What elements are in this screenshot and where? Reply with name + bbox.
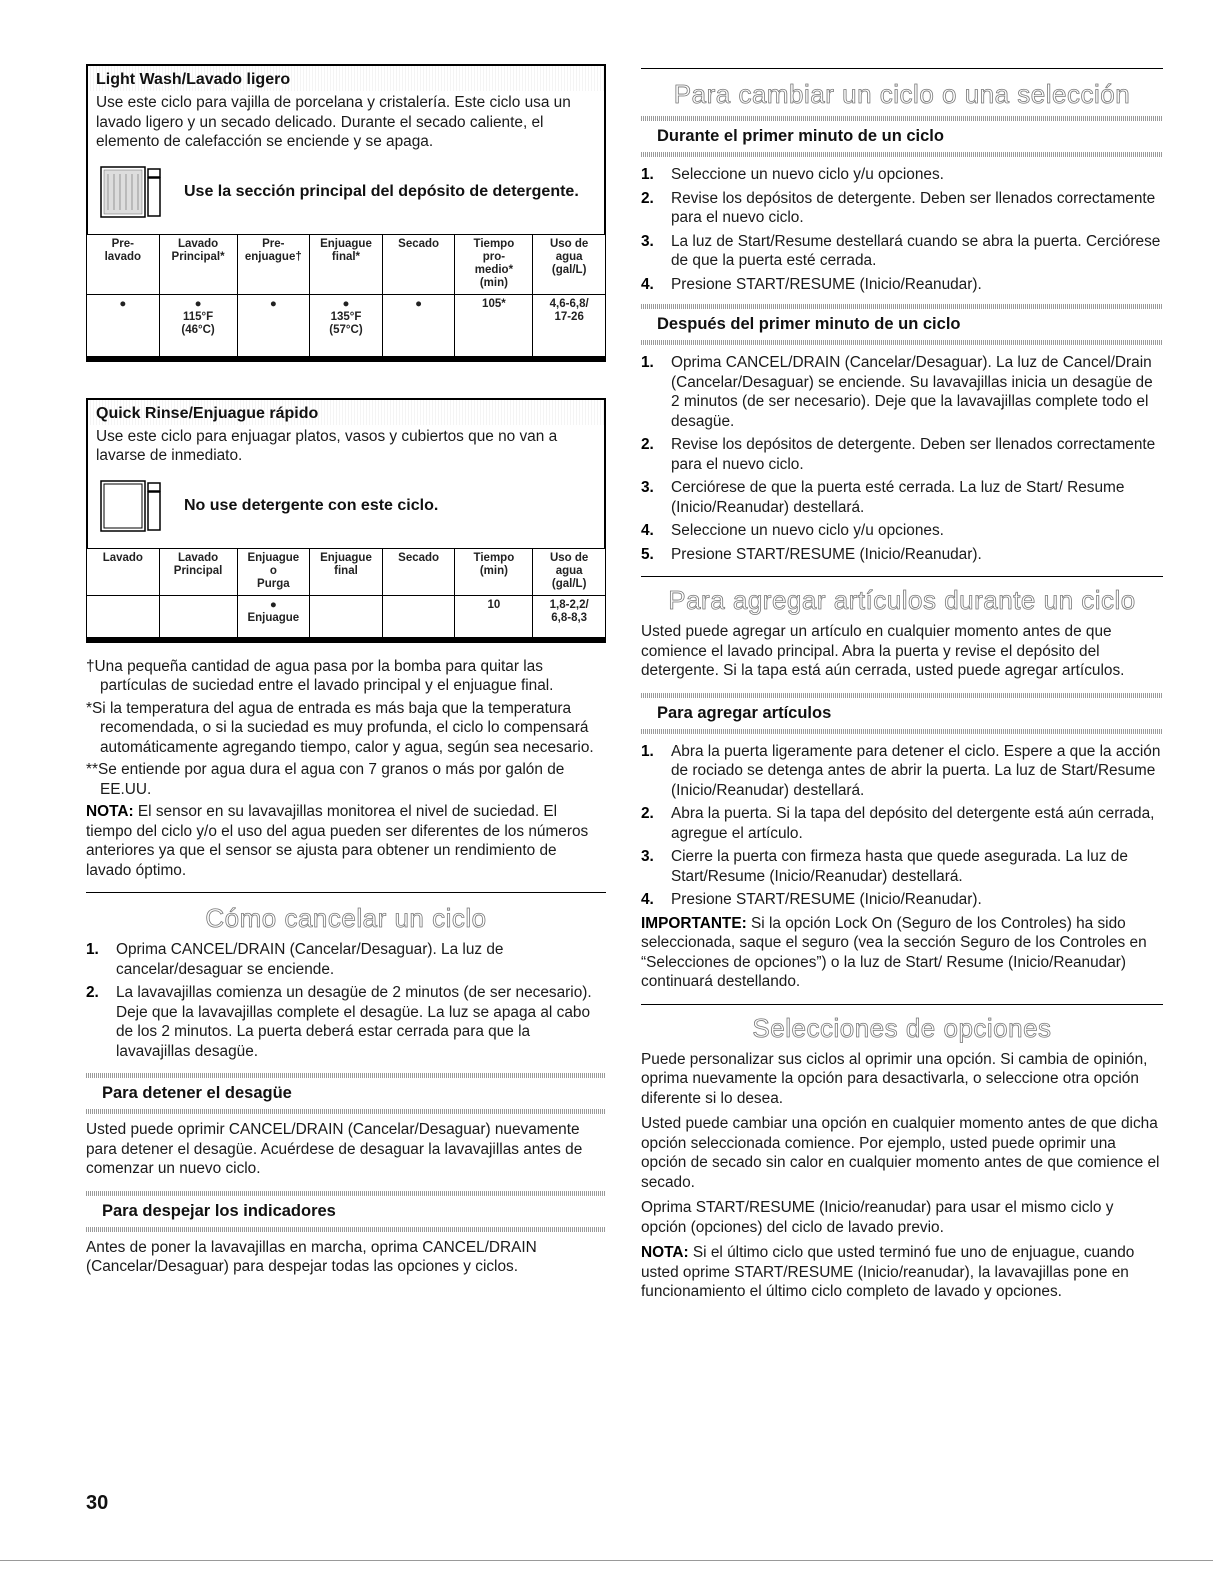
light-wash-box — [86, 64, 606, 362]
options-paragraph-2: Usted puede cambiar una opción en cualquier momento antes de que dicha opción seleccionada comience. Por ejemplo, usted puede oprimir una opción de secado sin calor en cualquier momento antes de que comience el secado. — [641, 1115, 1160, 1191]
left-column — [86, 64, 606, 1277]
light-wash-description: Use este ciclo para vajilla de porcelana y cristalería. Este ciclo usa un lavado ligero y un secado delicado. Durante el secado caliente, el elemento de calefacción se enciende y se apaga. — [96, 94, 571, 150]
quick-rinse-body — [86, 425, 606, 548]
stop-drain-subsection — [86, 1073, 606, 1179]
table-cell: 105* — [455, 294, 533, 356]
table-header-cell: Enjuague o Purga — [237, 548, 310, 595]
add-items-heading: Para agregar artículos durante un ciclo — [668, 585, 1136, 615]
table-cell — [382, 595, 455, 637]
quick-rinse-detergent-note: No use detergente con este ciclo. — [184, 496, 439, 514]
dotted-divider — [86, 1227, 606, 1232]
table-row — [87, 294, 606, 356]
table-cell — [310, 595, 383, 637]
importante-label: IMPORTANTE: — [641, 914, 747, 932]
options-nota-paragraph — [641, 1243, 1163, 1302]
page-number: 30 — [86, 1492, 109, 1514]
stop-drain-text: Usted puede oprimir CANCEL/DRAIN (Cancelar/Desaguar) nuevamente para detener el desagüe. Acuérdese de desaguar la lavavajillas antes de comenzar un nuevo ciclo. — [86, 1121, 583, 1177]
quick-rinse-box — [86, 398, 606, 643]
list-item: 3. Cerciórese de que la puerta esté cerrada. La luz de Start/ Resume (Inicio/Reanudar) destellará. — [641, 479, 1125, 516]
footnote-dagger: †Una pequeña cantidad de agua pasa por la bomba para quitar las partículas de suciedad entre el lavado principal y el enjuague final. — [86, 657, 554, 694]
table-bottom-rule — [86, 638, 606, 643]
nota-text: El sensor en su lavavajillas monitorea el nivel de suciedad. El tiempo del ciclo y/o el uso del agua pueden ser diferentes de los números anteriores ya que el sensor se ajusta para obtener un rendimiento de lavado óptimo. — [86, 803, 589, 879]
light-wash-detergent — [100, 166, 596, 218]
light-wash-detergent-note: Use la sección principal del depósito de detergente. — [184, 182, 579, 200]
nota-label: NOTA: — [86, 803, 134, 820]
clear-indicators-text: Antes de poner la lavavajillas en marcha, oprima CANCEL/DRAIN (Cancelar/Desaguar) para despejar todas las opciones y ciclos. — [86, 1238, 537, 1275]
dotted-divider — [641, 152, 1163, 157]
list-item: 2. Revise los depósitos de detergente. Deben ser llenados correctamente para el nuevo ciclo. — [641, 189, 1156, 226]
add-items-intro: Usted puede agregar un artículo en cualquier momento antes de que comience el lavado principal. Abra la puerta y revise el depósito del detergente. Si la tapa está aún cerrada, usted puede agregar artículos. — [641, 623, 1125, 679]
options-paragraph-1: Puede personalizar sus ciclos al oprimir una opción. Si cambia de opinión, oprima nuevamente la opción para desactivarla, o seleccione otra opción diferente si lo desea. — [641, 1050, 1148, 1107]
table-header-cell: Enjuague final* — [310, 234, 383, 294]
add-items-steps — [641, 742, 1163, 910]
table-row — [87, 595, 606, 637]
detergent-dispenser-empty-icon — [100, 480, 164, 532]
change-cycle-heading: Para cambiar un ciclo o una selección — [673, 79, 1131, 109]
nota-paragraph — [86, 802, 606, 880]
table-cell: 4,6-6,8/ 17-26 — [533, 294, 606, 356]
list-item: 4. Seleccione un nuevo ciclo y/u opciones. — [641, 522, 944, 539]
right-column — [641, 64, 1163, 1302]
table-header-cell: Pre- enjuague† — [237, 234, 310, 294]
table-cell — [159, 595, 237, 637]
list-item: 2. Abra la puerta. Si la tapa del depósito del detergente está aún cerrada, agregue el artículo. — [641, 805, 1155, 842]
after-minute-heading: Después del primer minuto de un ciclo — [657, 315, 961, 333]
dotted-divider — [641, 729, 1163, 734]
table-header-cell: Enjuague final — [310, 548, 383, 595]
bottom-rule — [0, 1560, 1213, 1561]
table-cell: ● — [382, 294, 455, 356]
quick-rinse-description: Use este ciclo para enjuagar platos, vasos y cubiertos que no van a lavarse de inmediato. — [96, 427, 558, 464]
nota-label: NOTA: — [641, 1244, 689, 1261]
table-header-row — [87, 548, 606, 595]
list-item: 4. Presione START/RESUME (Inicio/Reanudar). — [641, 275, 982, 293]
quick-rinse-title: Quick Rinse/Enjuague rápido — [86, 398, 606, 425]
first-minute-steps — [641, 165, 1163, 294]
table-header-cell: Secado — [382, 234, 455, 294]
table-cell — [87, 595, 160, 637]
dotted-divider — [86, 1109, 606, 1114]
list-item: 1. Seleccione un nuevo ciclo y/u opciones. — [641, 166, 944, 183]
table-header-cell: Lavado — [87, 548, 160, 595]
list-item: 1. Abra la puerta ligeramente para detener el ciclo. Espere a que la acción de rociado se detenga antes de abrir la puerta. La luz de Start/Resume (Inicio/Reanudar) destellará. — [641, 742, 1161, 799]
table-cell: ● 135°F (57°C) — [310, 294, 383, 356]
footnotes — [86, 657, 606, 800]
table-bottom-rule — [86, 357, 606, 362]
add-items-sub-heading: Para agregar artículos — [657, 703, 832, 722]
table-header-cell: Pre- lavado — [87, 234, 160, 294]
list-item: 1. Oprima CANCEL/DRAIN (Cancelar/Desaguar). La luz de cancelar/desaguar se enciende. — [86, 941, 504, 978]
footnote-double-asterisk: **Se entiende por agua dura el agua con 7 granos o más por galón de EE.UU. — [86, 761, 565, 798]
light-wash-title: Light Wash/Lavado ligero — [86, 64, 606, 91]
table-cell: ● 115°F (46°C) — [159, 294, 237, 356]
importante-text: Si la opción Lock On (Seguro de los Controles) ha sido seleccionada, saque el seguro (vea la sección Seguro de los Controles en “Selecciones de opciones”) o la luz de Start/ Resume (Inicio/Reanudar) continuará destellando. — [641, 914, 1147, 990]
table-header-cell: Lavado Principal* — [159, 234, 237, 294]
detergent-dispenser-full-icon — [100, 166, 164, 218]
importante-paragraph — [641, 914, 1163, 992]
quick-rinse-detergent — [100, 480, 596, 532]
stop-drain-heading: Para detener el desagüe — [102, 1084, 292, 1102]
list-item: 3. Cierre la puerta con firmeza hasta que quede asegurada. La luz de Start/Resume (Inicio/Reanudar) destellará. — [641, 848, 1128, 885]
option-selections-heading: Selecciones de opciones — [752, 1012, 1052, 1043]
table-header-cell: Lavado Principal — [159, 548, 237, 595]
light-wash-table — [86, 234, 606, 357]
list-item: 3. La luz de Start/Resume destellará cuando se abra la puerta. Cerciórese de que la puerta esté cerrada. — [641, 232, 1161, 269]
table-cell: ● Enjuague — [237, 595, 310, 637]
clear-indicators-heading: Para despejar los indicadores — [102, 1201, 336, 1220]
list-item: 2. La lavavajillas comienza un desagüe de 2 minutos (de ser necesario). Deje que la lavavajillas complete el desagüe. La luz se apaga al cabo de los 2 minutos. La puerta deberá estar cerrada para que la lavavajillas desagüe. — [86, 984, 592, 1060]
list-item: 5. Presione START/RESUME (Inicio/Reanudar). — [641, 545, 982, 563]
table-header-row — [87, 234, 606, 294]
table-cell: 10 — [455, 595, 533, 637]
quick-rinse-table — [86, 548, 606, 638]
dotted-divider — [641, 340, 1163, 345]
first-minute-heading: Durante el primer minuto de un ciclo — [657, 127, 944, 145]
table-header-cell: Tiempo (min) — [455, 548, 533, 595]
table-header-cell: Uso de agua (gal/L) — [533, 234, 606, 294]
light-wash-body — [86, 91, 606, 234]
list-item: 1. Oprima CANCEL/DRAIN (Cancelar/Desaguar). La luz de Cancel/Drain (Cancelar/Desaguar) se enciende. Su lavavajillas inicia un desagüe de 2 minutos (de ser necesario). Deje que la lavavajillas complete todo el desagüe. — [641, 354, 1153, 430]
list-item: 4. Presione START/RESUME (Inicio/Reanudar). — [641, 891, 982, 908]
list-item: 2. Revise los depósitos de detergente. Deben ser llenados correctamente para el nuevo ciclo. — [641, 436, 1156, 473]
options-paragraph-3: Oprima START/RESUME (Inicio/reanudar) para usar el mismo ciclo y opción (opciones) del ciclo de lavado previo. — [641, 1199, 1114, 1236]
after-minute-steps — [641, 353, 1163, 564]
table-header-cell: Tiempo pro- medio* (min) — [455, 234, 533, 294]
table-header-cell: Secado — [382, 548, 455, 595]
cancel-steps — [86, 940, 606, 1061]
table-cell: ● — [87, 294, 160, 356]
clear-indicators-subsection — [86, 1191, 606, 1277]
table-header-cell: Uso de agua (gal/L) — [533, 548, 606, 595]
add-items-subsection — [641, 693, 1163, 734]
table-cell: 1,8-2,2/ 6,8-8,3 — [533, 595, 606, 637]
options-nota-text: Si el último ciclo que usted terminó fue uno de enjuague, cuando usted oprime START/RESUME (Inicio/reanudar), la lavavajillas pone en funcionamiento el último ciclo completo de lavado y opciones. — [641, 1244, 1135, 1300]
table-cell: ● — [237, 294, 310, 356]
footnote-asterisk: *Si la temperatura del agua de entrada es más baja que la temperatura recomendada, o si la suciedad es muy profunda, el ciclo lo compensará automáticamente agregando tiempo, calor y agua, según sea necesario. — [86, 699, 594, 756]
cancel-cycle-heading: Cómo cancelar un ciclo — [205, 903, 487, 933]
